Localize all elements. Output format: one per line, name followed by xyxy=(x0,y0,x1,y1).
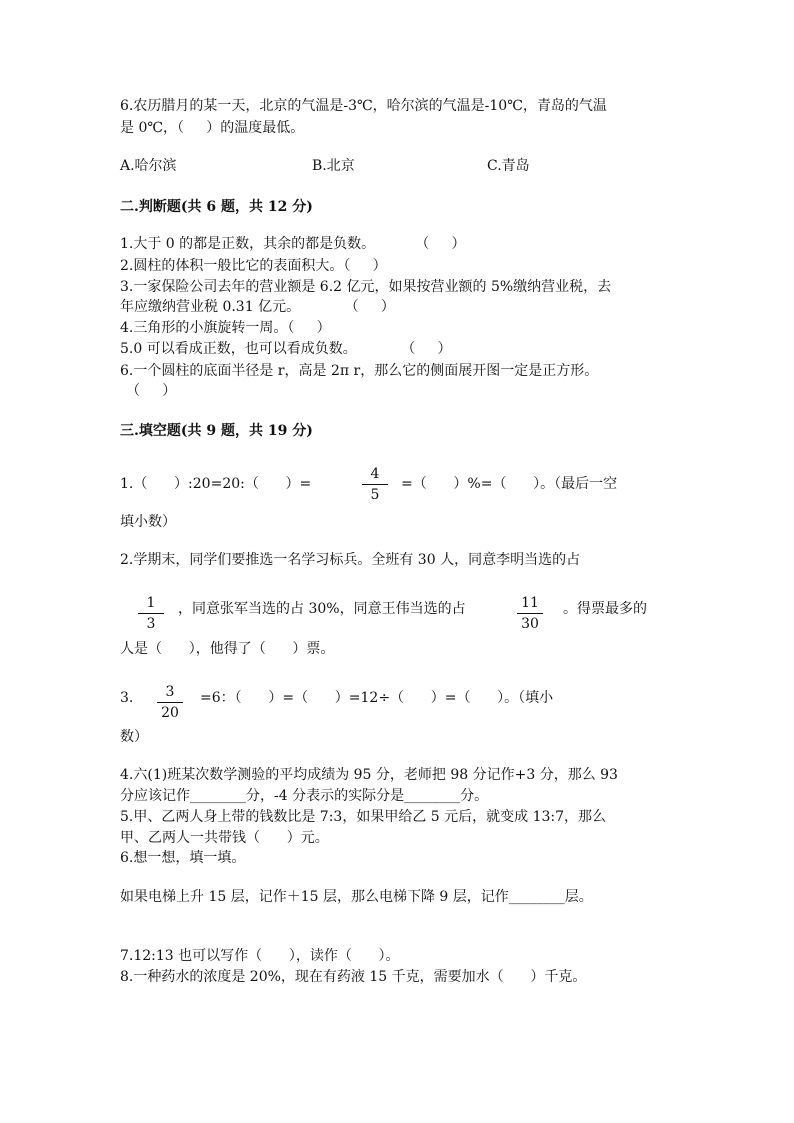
fraction-numerator: 1 xyxy=(146,595,156,611)
fill-q2-end: 。得票最多的 xyxy=(563,601,647,617)
fill-q3-label: 3. xyxy=(120,690,134,706)
fill-q3-rest: =6：（ ）=（ ）=12÷（ ）=（ ）。（填小 xyxy=(200,690,554,706)
fill-q1-fraction xyxy=(360,465,390,504)
fraction-denominator: 30 xyxy=(521,616,539,632)
judge-item-4: 4.三角形的小旗旋转一周。（ ） xyxy=(120,320,331,336)
fraction-denominator: 5 xyxy=(370,487,380,503)
section-2-title: 二.判断题(共 6 题，共 12 分) xyxy=(120,199,313,215)
fill-q2-middle: ，同意张军当选的占 30%，同意王伟当选的占 xyxy=(178,601,466,617)
judge-item-3-line2: 年应缴纳营业税 0.31 亿元。 （ ） xyxy=(120,299,395,315)
question-6-line1: 6.农历腊月的某一天，北京的气温是-3℃，哈尔滨的气温是-10℃，青岛的气温 xyxy=(120,98,607,114)
fill-q2-line3: 人是（ ），他得了（ ）票。 xyxy=(120,641,335,657)
option-b: B.北京 xyxy=(312,158,355,174)
option-c: C.青岛 xyxy=(487,158,530,174)
fraction-numerator: 3 xyxy=(165,684,175,700)
fraction-bar xyxy=(362,484,388,485)
fraction-denominator: 20 xyxy=(161,705,179,721)
fill-q5-line2: 甲、乙两人一共带钱（ ）元。 xyxy=(120,830,329,846)
fill-q2-line1: 2.学期末，同学们要推选一名学习标兵。全班有 30 人，同意李明当选的占 xyxy=(120,552,581,568)
question-6-line2: 是 0℃，（ ）的温度最低。 xyxy=(120,120,305,136)
fill-q3-line2: 数） xyxy=(120,729,148,745)
fill-q1-part-a: 1.（ ）:20=20:（ ）= xyxy=(120,476,312,492)
fill-q2-fraction-2 xyxy=(515,594,545,633)
judge-item-1: 1.大于 0 的都是正数，其余的都是负数。 （ ） xyxy=(120,236,466,252)
fraction-numerator: 4 xyxy=(370,466,380,482)
judge-item-5: 5.0 可以看成正数，也可以看成负数。 （ ） xyxy=(120,341,452,357)
fill-q2-fraction-1 xyxy=(136,594,166,633)
fraction-numerator: 11 xyxy=(521,595,539,611)
fill-q3-fraction xyxy=(155,683,185,722)
fill-q4-line1: 4.六(1)班某次数学测验的平均成绩为 95 分，老师把 98 分记作+3 分，那么 93 xyxy=(120,767,618,783)
fraction-bar xyxy=(517,613,543,614)
fill-q6-line1: 6.想一想，填一填。 xyxy=(120,850,246,866)
judge-item-6-line2: （ ） xyxy=(126,383,177,399)
option-a: A.哈尔滨 xyxy=(120,158,177,174)
fill-q6-line2: 如果电梯上升 15 层，记作＋15 层，那么电梯下降 9 层，记作________层。 xyxy=(120,889,593,905)
judge-item-6-line1: 6.一个圆柱的底面半径是 r，高是 2π r，那么它的侧面展开图一定是正方形。 xyxy=(120,363,599,379)
fill-q8: 8.一种药水的浓度是 20%，现在有药液 15 千克，需要加水（ ）千克。 xyxy=(120,969,587,985)
fill-q4-line2: 分应该记作________分，-4 分表示的实际分是________分。 xyxy=(120,788,489,804)
judge-item-2: 2.圆柱的体积一般比它的表面积大。（ ） xyxy=(120,258,387,274)
section-3-title: 三.填空题(共 9 题，共 19 分) xyxy=(120,423,313,439)
fraction-bar xyxy=(157,702,183,703)
fraction-denominator: 3 xyxy=(146,616,156,632)
fraction-bar xyxy=(138,613,164,614)
fill-q5-line1: 5.甲、乙两人身上带的钱数比是 7:3，如果甲给乙 5 元后，就变成 13:7，那么 xyxy=(120,809,607,825)
judge-item-3-line1: 3.一家保险公司去年的营业额是 6.2 亿元，如果按营业额的 5%缴纳营业税，去 xyxy=(120,279,612,295)
fill-q1-part-b: =（ ）%=（ ）。（最后一空 xyxy=(401,476,618,492)
fill-q1-part-c: 填小数） xyxy=(120,514,176,530)
fill-q7: 7.12:13 也可以写作（ ），读作（ ）。 xyxy=(120,948,400,964)
